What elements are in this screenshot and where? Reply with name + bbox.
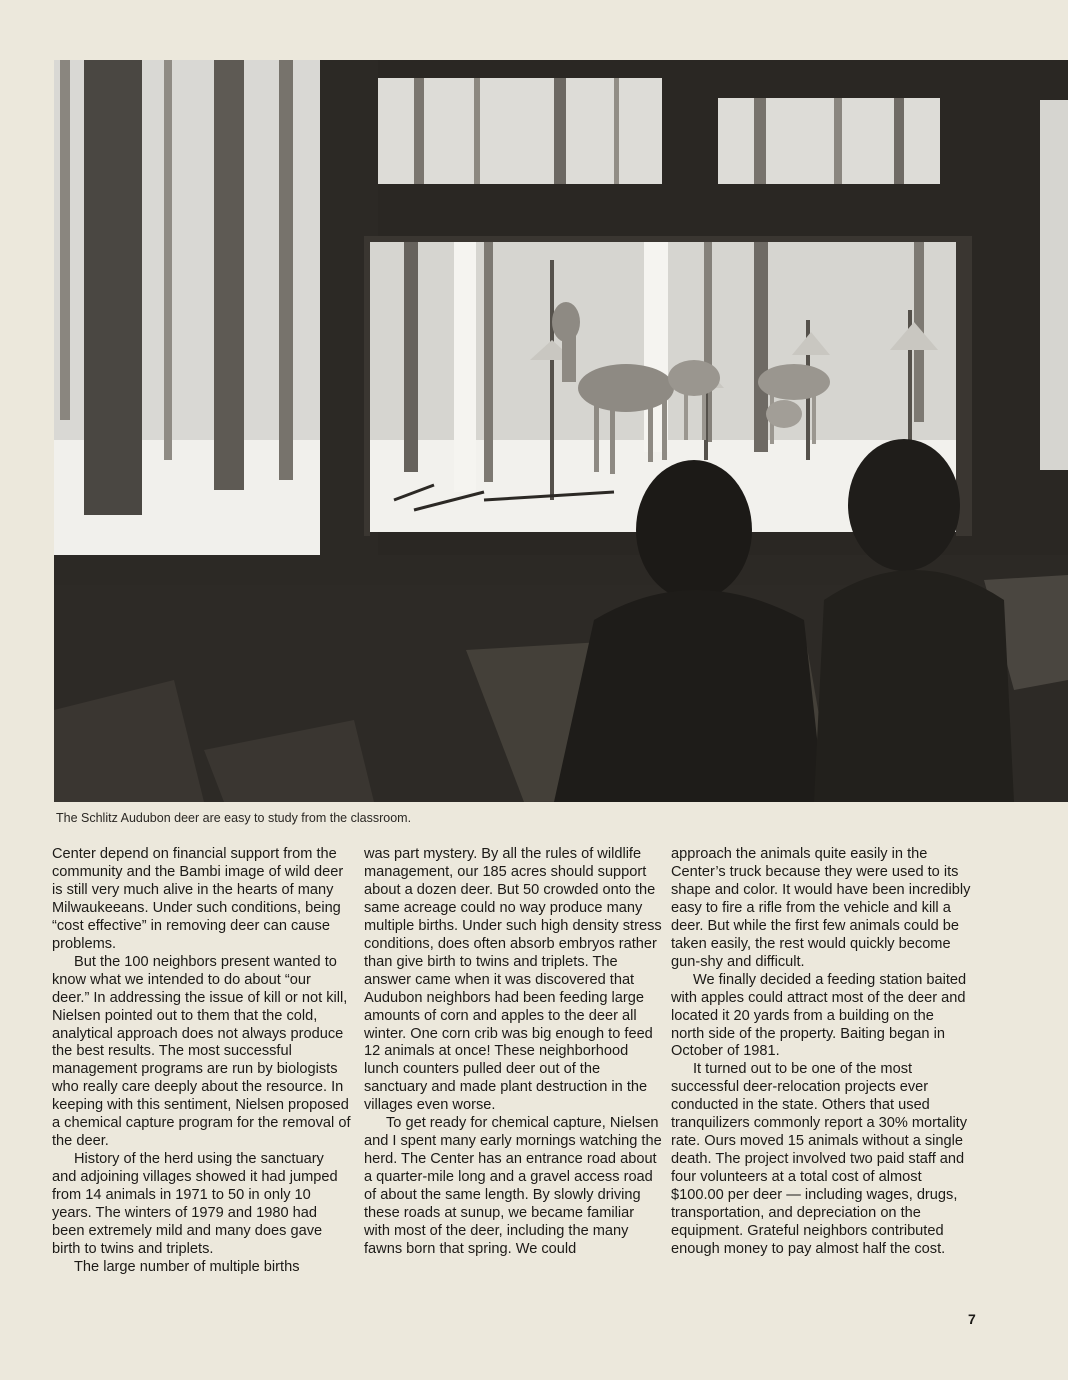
paragraph: But the 100 neighbors present wanted to know what we intended to do about “our deer.” In addressing the issue of kill or not kill, Nielsen pointed out to them that the cold, analytical approach does not always produce the best results. The most successful management programs are run by biologists who really care deeply about the resource. In keeping with this sentiment, Nielsen proposed a chemical capture program for the removal of the deer. [52, 953, 351, 1150]
photo-caption: The Schlitz Audubon deer are easy to study from the classroom. [56, 811, 412, 825]
paragraph: It turned out to be one of the most successful deer-relocation projects ever conducted in the state. Others that used tranquilizers commonly report a 30% mortality rate. Ours moved 15 animals without a single death. The project involved two paid staff and four volunteers at a total cost of almost $100.00 per deer — including wages, drugs, transportation, and depreciation on the equipment. Grateful neighbors contributed enough money to pay almost half the cost. [671, 1061, 968, 1257]
paragraph: Center depend on financial support from the community and the Bambi image of wild deer is still very much alive in the hearts of many Milwaukeeans. Under such conditions, being “cost effective” in removing deer can cause problems. [52, 846, 344, 952]
paragraph: We finally decided a feeding station baited with apples could attract most of the deer and located it 20 yards from a building on the north side of the property. Baiting began in October of 1981. [671, 971, 967, 1060]
paragraph: approach the animals quite easily in the Center’s truck because they were used to its shape and color. It would have been incredibly easy to fire a rifle from the vehicle and kill a deer. But while the first few animals could be taken easily, the rest would quickly become gun-shy and difficult. [671, 846, 971, 970]
page-number: 7 [968, 1311, 976, 1327]
paragraph: The large number of multiple births [74, 1258, 300, 1275]
paragraph: History of the herd using the sanctuary and adjoining villages showed it had jumped from 14 animals in 1971 to 50 in only 10 years. The winters of 1979 and 1980 had been extremely mild and many does gave birth to twins and triplets. [52, 1151, 338, 1257]
article-column-2 [364, 846, 664, 1259]
paragraph: was part mystery. By all the rules of wildlife management, our 185 acres should support about a dozen deer. But 50 crowded onto the same acreage could no way produce many multiple births. Under such high density stress conditions, does often absorb embryos rather than give birth to twins and triplets. The answer came when it was discovered that Audubon neighbors had been feeding large amounts of corn and apples to the deer all winter. One corn crib was big enough to feed 12 animals at once! These neighborhood lunch counters pulled deer out of the sanctuary and made plant destruction in the villages even worse. [364, 846, 662, 1114]
article-column-1 [52, 846, 352, 1277]
article-column-3 [671, 846, 971, 1259]
paragraph: To get ready for chemical capture, Nielsen and I spent many early mornings watching the herd. The Center has an entrance road about a quarter-mile long and a gravel access road of about the same length. By slowly driving these roads at sunup, we became familiar with most of the deer, including the many fawns born that spring. We could [364, 1115, 662, 1257]
classroom-deer-photo [54, 60, 1068, 802]
